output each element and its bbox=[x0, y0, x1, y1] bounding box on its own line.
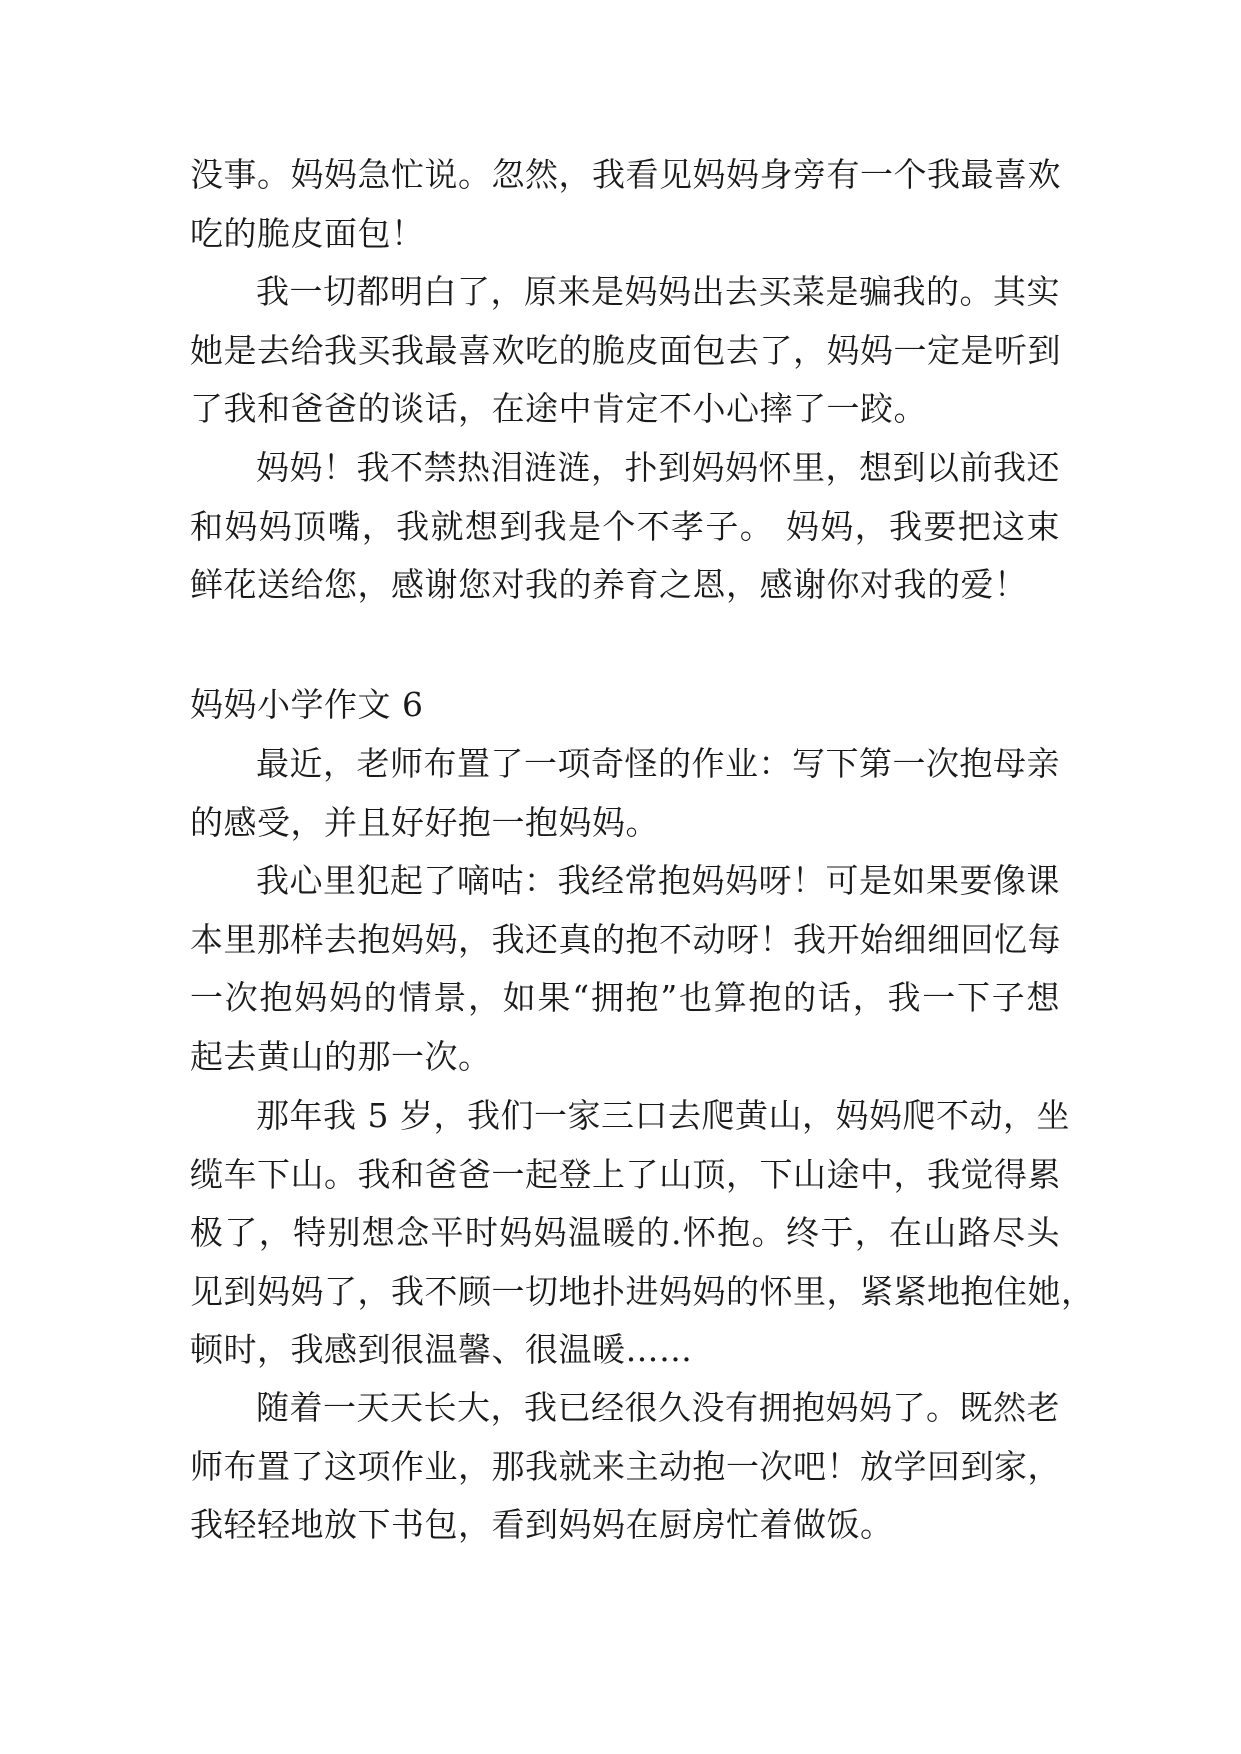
text-line: 鲜花送给您，感谢您对我的养育之恩，感谢你对我的爱！ bbox=[190, 565, 1028, 604]
text-line: 起去黄山的那一次。 bbox=[190, 1036, 492, 1076]
paragraph-3 bbox=[190, 439, 1060, 615]
text-line: 顿时，我感到很温馨、很温暖…… bbox=[190, 1330, 693, 1369]
paragraph-2 bbox=[190, 263, 1060, 439]
text-line: 她是去给我买我最喜欢吃的脆皮面包去了，妈妈一定是听到 bbox=[190, 330, 1061, 370]
text-line: 没事。妈妈急忙说。忽然，我看见妈妈身旁有一个我最喜欢 bbox=[190, 155, 1061, 194]
text-line: 我轻轻地放下书包，看到妈妈在厨房忙着做饭。 bbox=[190, 1505, 894, 1544]
text-line: 本里那样去抱妈妈，我还真的抱不动呀！我开始细细回忆每 bbox=[190, 919, 1061, 959]
text-line: 极了，特别想念平时妈妈温暖的.怀抱。终于，在山路尽头 bbox=[190, 1213, 1060, 1252]
text-line: 缆车下山。我和爸爸一起登上了山顶，下山途中，我觉得累 bbox=[190, 1154, 1061, 1194]
paragraph-7 bbox=[190, 1379, 1060, 1555]
text-line: 和妈妈顶嘴，我就想到我是个不孝子。 妈妈，我要把这束 bbox=[190, 506, 1060, 546]
paragraph-4 bbox=[190, 735, 1060, 852]
text-line: 妈妈！我不禁热泪涟涟，扑到妈妈怀里，想到以前我还 bbox=[256, 448, 1060, 487]
text-line: 那年我 5 岁，我们一家三口去爬黄山，妈妈爬不动，坐 bbox=[256, 1096, 1070, 1135]
section-heading bbox=[190, 676, 1060, 735]
text-line: 最近，老师布置了一项奇怪的作业：写下第一次抱母亲 bbox=[256, 744, 1060, 783]
paragraph-5 bbox=[190, 852, 1060, 1086]
text-line: 吃的脆皮面包！ bbox=[190, 213, 425, 253]
text-line: 了我和爸爸的谈话，在途中肯定不小心摔了一跤。 bbox=[190, 389, 927, 428]
text-line: 师布置了这项作业，那我就来主动抱一次吧！放学回到家， bbox=[190, 1446, 1061, 1486]
text-line: 一次抱妈妈的情景，如果“拥抱”也算抱的话，我一下子想 bbox=[190, 978, 1060, 1017]
paragraph-6 bbox=[190, 1087, 1095, 1380]
text-line: 随着一天天长大，我已经很久没有拥抱妈妈了。既然老 bbox=[256, 1388, 1060, 1427]
paragraph-1 bbox=[190, 146, 1060, 263]
text-line: 见到妈妈了，我不顾一切地扑进妈妈的怀里，紧紧地抱住她， bbox=[190, 1271, 1095, 1311]
section-title: 妈妈小学作文 6 bbox=[190, 685, 424, 724]
text-line: 我一切都明白了，原来是妈妈出去买菜是骗我的。其实 bbox=[256, 272, 1060, 311]
text-line: 我心里犯起了嘀咕：我经常抱妈妈呀！可是如果要像课 bbox=[256, 861, 1060, 900]
text-line: 的感受，并且好好抱一抱妈妈。 bbox=[190, 802, 659, 842]
